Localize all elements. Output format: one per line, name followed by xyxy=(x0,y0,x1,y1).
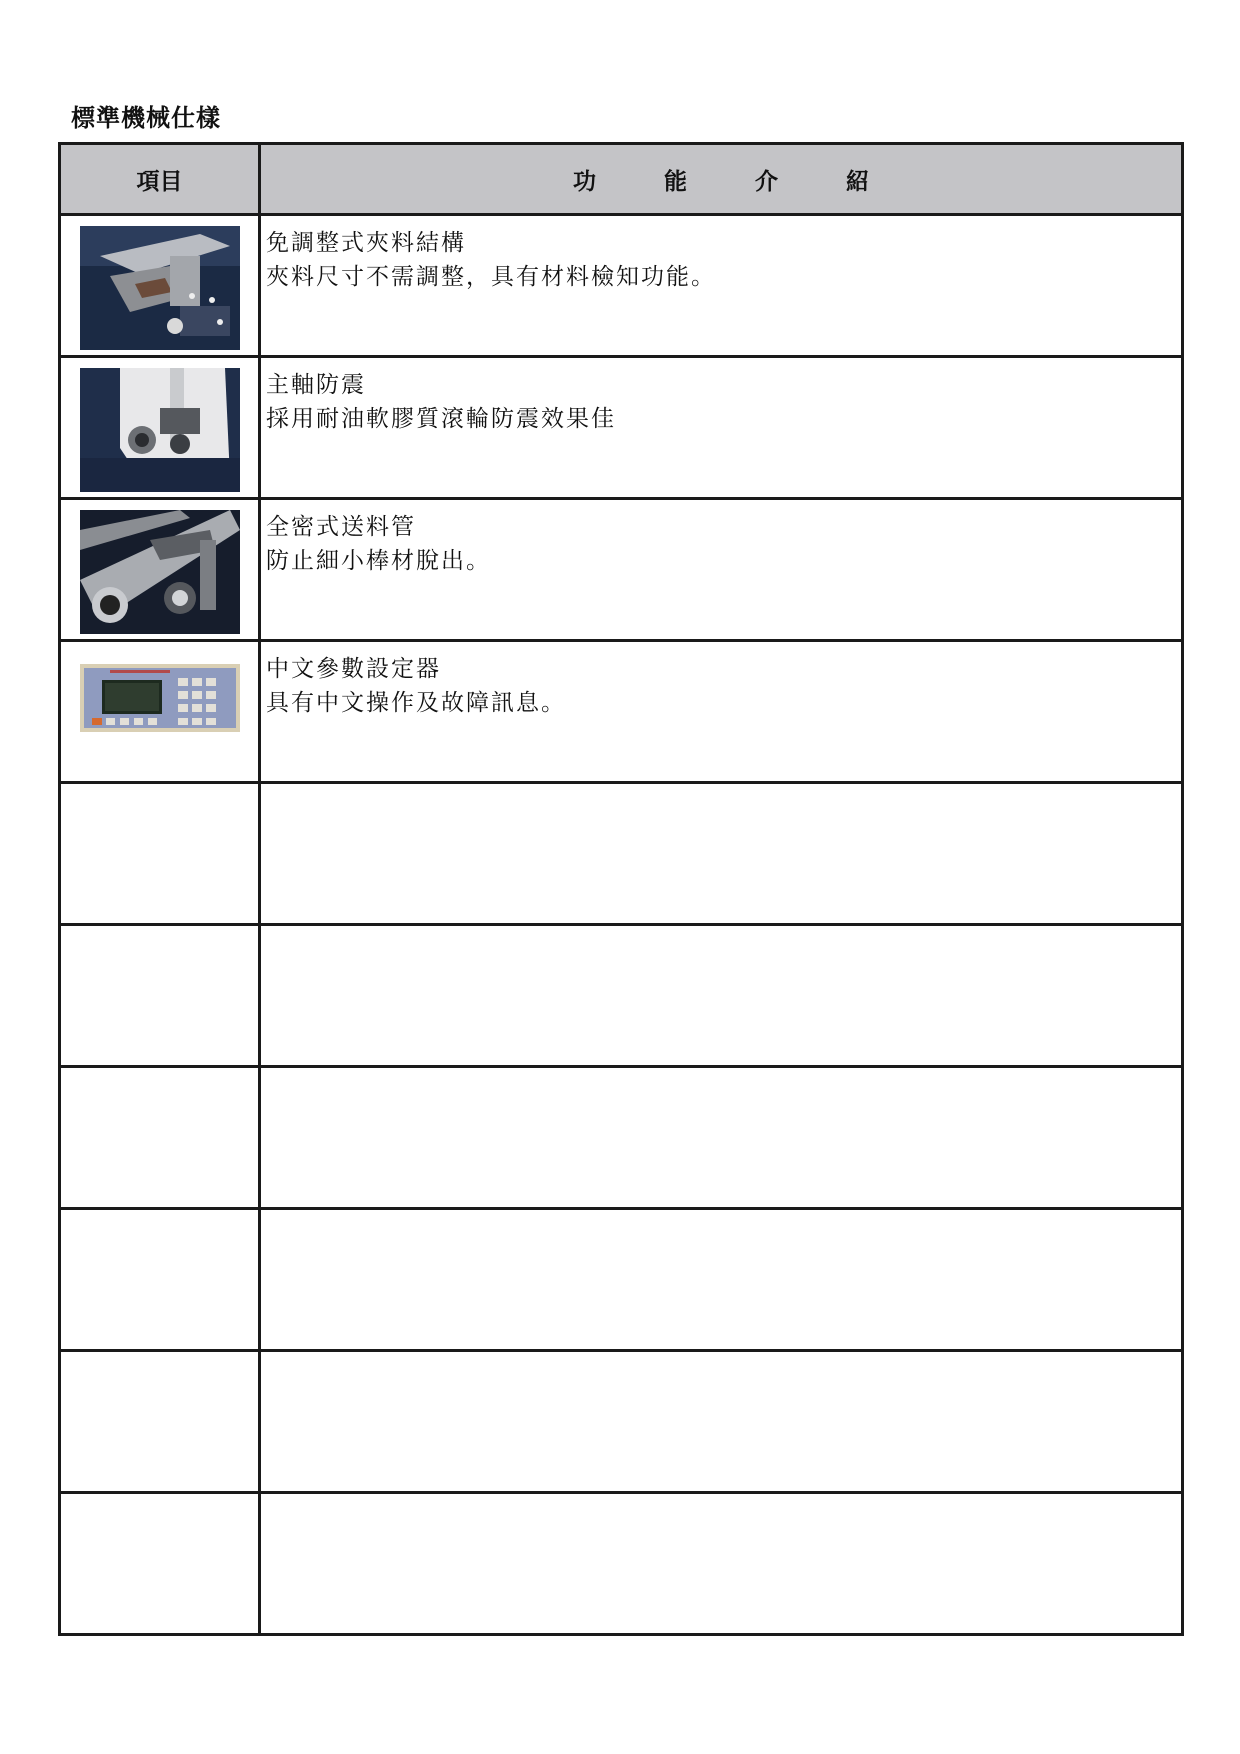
header-item: 項目 xyxy=(60,144,260,215)
item-description-cell xyxy=(260,215,1183,357)
header-function-char: 功 xyxy=(572,168,596,195)
feed-tube-photo xyxy=(80,510,240,634)
item-image-cell xyxy=(60,215,260,357)
item-name: 免調整式夾料結構 xyxy=(266,230,466,256)
item-image-cell xyxy=(60,925,260,1067)
item-description-cell xyxy=(260,1209,1183,1351)
item-description: 防止細小棒材脫出。 xyxy=(266,548,491,574)
item-description-cell xyxy=(260,925,1183,1067)
item-image-cell xyxy=(60,1351,260,1493)
table-row xyxy=(60,1067,1183,1209)
table-row xyxy=(60,1209,1183,1351)
table-row xyxy=(60,1493,1183,1635)
item-image-cell xyxy=(60,499,260,641)
table-row xyxy=(60,215,1183,357)
table-row xyxy=(60,1351,1183,1493)
item-description-cell xyxy=(260,1493,1183,1635)
item-name: 中文參數設定器 xyxy=(266,656,441,682)
item-image-cell xyxy=(60,357,260,499)
table-row xyxy=(60,925,1183,1067)
header-function-char: 紹 xyxy=(846,168,870,195)
item-description-cell xyxy=(260,641,1183,783)
item-image-cell xyxy=(60,641,260,783)
item-description-cell xyxy=(260,1351,1183,1493)
item-image-cell xyxy=(60,1209,260,1351)
item-image-cell xyxy=(60,1067,260,1209)
table-header-row xyxy=(60,144,1183,215)
item-name: 全密式送料管 xyxy=(266,514,416,540)
item-description: 採用耐油軟膠質滾輪防震效果佳 xyxy=(266,406,616,432)
table-row xyxy=(60,499,1183,641)
item-description-cell xyxy=(260,357,1183,499)
spindle-damper-photo xyxy=(80,368,240,492)
header-function xyxy=(260,144,1183,215)
item-description-cell xyxy=(260,499,1183,641)
item-description-cell xyxy=(260,1067,1183,1209)
control-panel-photo xyxy=(80,664,240,732)
table-row xyxy=(60,641,1183,783)
header-function-char: 能 xyxy=(663,168,687,195)
clamp-structure-photo xyxy=(80,226,240,350)
item-image-cell xyxy=(60,783,260,925)
spec-table xyxy=(58,142,1184,1636)
table-row xyxy=(60,357,1183,499)
item-name: 主軸防震 xyxy=(266,372,366,398)
header-function-char: 介 xyxy=(755,168,778,195)
item-description: 夾料尺寸不需調整，具有材料檢知功能。 xyxy=(266,264,716,290)
page-title: 標準機械仕樣 xyxy=(71,104,221,132)
item-description: 具有中文操作及故障訊息。 xyxy=(266,690,566,716)
item-image-cell xyxy=(60,1493,260,1635)
table-row xyxy=(60,783,1183,925)
item-description-cell xyxy=(260,783,1183,925)
